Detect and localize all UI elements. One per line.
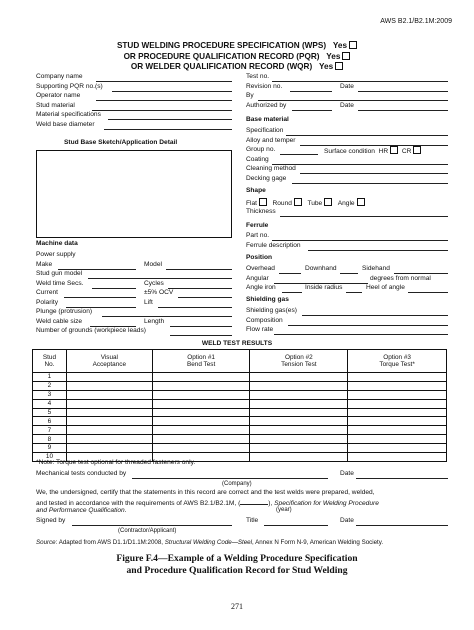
overhead-field[interactable] [279,273,301,274]
year-caption: (year) [276,506,292,513]
torque-note: *Note: Torque test optional for threaded fasteners only. [36,459,196,466]
model-field[interactable] [166,269,232,270]
signed-by-label: Signed by [36,517,66,524]
tension-cell[interactable] [250,408,348,417]
test-no-field[interactable] [272,81,448,82]
revision-no-label: Revision no. [246,82,283,90]
heel-label: Heel of angle [366,284,405,291]
part-no-label: Part no. [246,232,270,239]
bend-cell[interactable] [152,417,250,426]
group-no-label: Group no. [246,146,276,153]
stud-number: 2 [33,381,67,390]
authorized-by-label: Authorized by [246,101,287,109]
tube-checkbox[interactable] [324,198,332,206]
ferrule-description-label: Ferrule description [246,241,301,249]
ferrule-heading: Ferrule [246,221,269,229]
supporting-pqr-label: Supporting PQR no.(s) [36,82,103,90]
specification-label: Specification [246,127,284,134]
grounds-field[interactable] [170,335,232,336]
weld-base-diameter-field[interactable] [104,129,232,130]
signed-date-label: Date [340,517,354,524]
test-no-label: Test no. [246,73,270,80]
company-name-field[interactable] [96,81,232,82]
tension-cell[interactable] [250,444,348,453]
bend-cell[interactable] [152,373,250,382]
weld-time-field[interactable] [92,288,136,289]
shape-options: Flat Round Tube Angle [246,198,365,208]
make-label: Make [36,260,53,268]
current-label: Current [36,289,58,296]
shielding-gas-heading: Shielding gas [246,295,289,303]
bend-cell[interactable] [152,444,250,453]
visual-cell[interactable] [66,390,152,399]
thickness-label: Thickness [246,208,276,215]
mechanical-tests-label: Mechanical tests conducted by [36,470,127,477]
shielding-gases-label: Shielding gas(es) [246,307,297,314]
tension-cell[interactable] [250,381,348,390]
polarity-label: Polarity [36,298,58,306]
stud-no-header: Stud No. [33,350,67,373]
certify-line-1: We, the undersigned, certify that the statements in this record are correct and the test welds were prepared, welded, [36,489,375,496]
material-spec-field[interactable] [108,119,232,120]
alloy-label: Alloy and temper [246,136,296,144]
torque-cell[interactable] [348,426,447,435]
title-wps: STUD WELDING PROCEDURE SPECIFICATION (WPS) Yes [0,41,474,52]
bend-cell[interactable] [152,399,250,408]
stud-number: 1 [33,373,67,382]
visual-cell[interactable] [66,408,152,417]
tension-cell[interactable] [250,390,348,399]
table-row [33,435,447,444]
position-heading: Position [246,254,273,261]
machine-data-heading: Machine data [36,240,78,247]
angle-iron-label: Angle iron [246,284,276,291]
visual-cell[interactable] [66,399,152,408]
torque-cell[interactable] [348,444,447,453]
figure-caption-line-2: and Procedure Qualification Record for Stud Welding [126,565,348,576]
model-label: Model [144,260,162,268]
visual-cell[interactable] [66,444,152,453]
visual-acceptance-header: Visual Acceptance [66,350,152,373]
title-label: Title [246,517,259,524]
stud-number: 9 [33,444,67,453]
length-label: Length [144,317,165,325]
power-supply-label: Power supply [36,251,76,258]
ferrule-description-field[interactable] [308,250,448,251]
weld-test-results-heading: WELD TEST RESULTS [201,340,273,347]
wqr-checkbox[interactable] [335,62,343,70]
torque-cell[interactable] [348,381,447,390]
visual-cell[interactable] [66,373,152,382]
tension-cell[interactable] [250,373,348,382]
torque-cell[interactable] [348,390,447,399]
ocv-label: ±5% OCV [144,289,174,296]
length-field[interactable] [170,326,232,327]
hr-checkbox[interactable] [390,146,398,154]
title-pqr: OR PROCEDURE QUALIFICATION RECORD (PQR) Yes [0,52,474,63]
signed-date-field[interactable] [356,525,448,526]
figure-caption-line-1: Figure F.4—Example of a Welding Procedure Specification [116,553,358,564]
torque-test-header: Option #3 Torque Test* [348,350,447,373]
table-header-row [33,350,447,373]
visual-cell[interactable] [66,426,152,435]
thickness-field[interactable] [280,216,448,217]
stud-number: 7 [33,426,67,435]
downhand-field[interactable] [340,273,358,274]
decking-gage-field[interactable] [292,183,448,184]
table-row [33,399,447,408]
stud-number: 10 [33,453,67,462]
bend-test-header: Option #1 Bend Test [152,350,250,373]
bend-cell[interactable] [152,390,250,399]
visual-cell[interactable] [66,381,152,390]
plunge-field[interactable] [102,316,232,317]
degrees-label: degrees from normal [370,274,431,282]
cr-checkbox[interactable] [413,146,421,154]
visual-cell[interactable] [66,435,152,444]
table-row [33,417,447,426]
stud-number: 3 [33,390,67,399]
tension-cell[interactable] [250,435,348,444]
stud-number: 8 [33,435,67,444]
bend-cell[interactable] [152,426,250,435]
overhead-label: Overhead [246,265,275,272]
weld-base-diameter-label: Weld base diameter [36,120,95,128]
downhand-label: Downhand [305,265,337,272]
torque-cell[interactable] [348,408,447,417]
mechanical-date-field[interactable] [356,478,448,479]
visual-cell[interactable] [66,417,152,426]
company-name-label: Company name [36,73,83,80]
wps-checkbox[interactable] [349,41,357,49]
page-number: 271 [231,602,243,611]
table-row [33,426,447,435]
bend-cell[interactable] [152,435,250,444]
torque-cell[interactable] [348,373,447,382]
decking-gage-label: Decking gage [246,174,287,182]
torque-cell[interactable] [348,453,447,462]
tension-cell[interactable] [250,417,348,426]
stud-material-field[interactable] [92,110,232,111]
composition-field[interactable] [288,325,448,326]
by-label: By [246,92,254,99]
material-spec-label: Material specifications [36,111,101,118]
coating-label: Coating [246,155,269,163]
round-checkbox[interactable] [294,198,302,206]
operator-name-field[interactable] [96,100,232,101]
stud-number: 4 [33,399,67,408]
certify-line-3: and Performance Qualification. [36,507,127,514]
title-wqr: OR WELDER QUALIFICATION RECORD (WQR) Yes [0,62,474,73]
weld-test-results-table [32,349,447,462]
flow-rate-label: Flow rate [246,326,274,333]
revision-date-field[interactable] [358,91,448,92]
operator-name-label: Operator name [36,92,81,99]
tension-cell[interactable] [250,453,348,462]
angular-label: Angular [246,274,269,282]
certify-line-2: and tested in accordance with the requirements of AWS B2.1/B2.1M, ( ), Specification for Welding Procedure [36,500,379,507]
sidehand-label: Sidehand [362,265,390,272]
pqr-checkbox[interactable] [342,52,350,60]
year-field[interactable] [240,498,268,505]
base-material-heading: Base material [246,115,289,123]
authorized-by-field[interactable] [292,110,332,111]
inside-radius-field[interactable] [346,292,362,293]
tension-cell[interactable] [250,399,348,408]
weld-time-label: Weld time Secs. [36,279,84,287]
bend-cell[interactable] [152,381,250,390]
torque-cell[interactable] [348,417,447,426]
table-row [33,381,447,390]
revision-no-field[interactable] [290,91,332,92]
current-field[interactable] [64,297,136,298]
title-field[interactable] [264,525,328,526]
angle-iron-field[interactable] [282,292,302,293]
mechanical-date-label: Date [340,470,354,477]
plunge-label: Plunge (protrusion) [36,308,93,315]
stud-number: 5 [33,408,67,417]
torque-cell[interactable] [348,399,447,408]
source-note: Source: Adapted from AWS D1.1/D1.1M:2008, Structural Welding Code—Steel, Annex N Form N-9, American Welding Society. [36,539,384,546]
cleaning-method-label: Cleaning method [246,165,296,172]
table-row [33,444,447,453]
tension-test-header: Option #2 Tension Test [250,350,348,373]
tension-cell[interactable] [250,426,348,435]
flow-rate-field[interactable] [274,334,448,335]
authorized-date-field[interactable] [358,110,448,111]
sketch-box[interactable] [36,150,232,238]
group-no-field[interactable] [280,154,318,155]
supporting-pqr-field[interactable] [112,91,232,92]
sketch-title: Stud Base Sketch/Application Detail [64,139,178,146]
weld-cable-size-label: Weld cable size [36,317,83,325]
contractor-caption: (Contractor/Applicant) [118,527,177,534]
torque-cell[interactable] [348,435,447,444]
coating-field[interactable] [272,164,448,165]
cycles-field[interactable] [168,288,232,289]
authorized-date-label: Date [340,101,354,109]
shielding-gases-field[interactable] [302,315,448,316]
surface-condition-label: Surface condition HR CR [324,146,421,156]
composition-label: Composition [246,316,283,324]
stud-material-label: Stud material [36,101,75,109]
table-row [33,373,447,382]
inside-radius-label: Inside radius [305,284,343,291]
stud-gun-model-label: Stud gun model [36,270,83,277]
lift-field[interactable] [158,307,232,308]
cleaning-method-field[interactable] [300,173,448,174]
cycles-label: Cycles [144,279,164,287]
lift-label: Lift [144,298,153,306]
specification-field[interactable] [286,135,448,136]
bend-cell[interactable] [152,408,250,417]
document-reference: AWS B2.1/B2.1M:2009 [380,18,452,25]
revision-date-label: Date [340,82,354,90]
grounds-label: Number of grounds (workpiece leads) [36,327,146,334]
angle-checkbox[interactable] [357,198,365,206]
flat-checkbox[interactable] [259,198,267,206]
company-caption: (Company) [222,480,252,487]
ocv-field[interactable] [178,297,232,298]
table-row [33,408,447,417]
table-row [33,390,447,399]
shape-heading: Shape [246,187,266,194]
stud-number: 6 [33,417,67,426]
heel-field[interactable] [408,292,448,293]
